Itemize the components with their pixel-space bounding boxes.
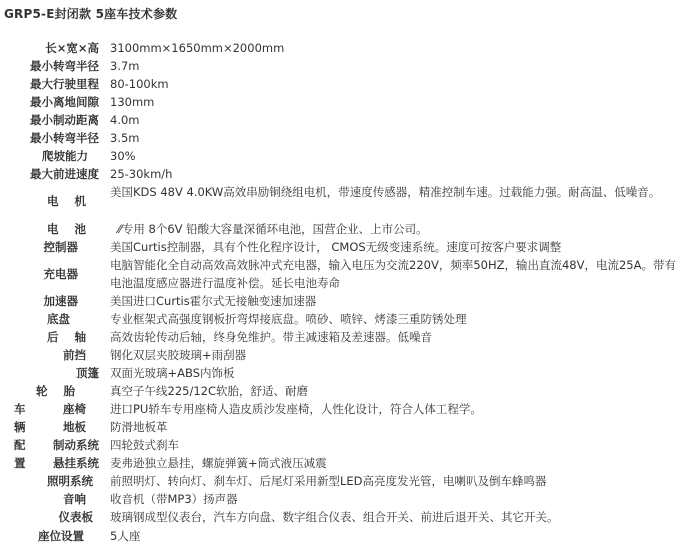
spec-label: 照明系统	[47, 474, 93, 488]
spec-label: 加速器	[43, 294, 78, 308]
spec-label: 最小离地间隙	[30, 95, 99, 109]
spec-value: 真空子午线225/12C软胎，舒适、耐磨	[110, 384, 308, 398]
spec-label: 座椅	[63, 402, 86, 416]
spec-label: 轮 胎	[35, 384, 75, 398]
spec-label: 电 机	[46, 194, 86, 208]
spec-label: 最小转弯半径	[30, 131, 99, 145]
page-title: GRP5-E封闭款 5座车技术参数	[4, 7, 178, 21]
spec-label: 制动系统	[53, 438, 99, 452]
spec-label: 前挡	[63, 348, 86, 362]
spec-value: 防滑地板革	[110, 420, 168, 434]
spec-label: 音响	[63, 492, 86, 506]
spec-label: 最大前进速度	[30, 167, 99, 181]
spec-value: 麦弗逊独立悬挂，螺旋弹簧+筒式液压减震	[110, 456, 327, 470]
spec-label: 顶篷	[76, 366, 99, 380]
spec-value: 双面光玻璃+ABS内饰板	[110, 366, 235, 380]
spec-label: 最小转弯半径	[30, 59, 99, 73]
group-mark: 置	[14, 456, 26, 470]
spec-label: 悬挂系统	[53, 456, 99, 470]
group-mark: 车	[14, 402, 26, 416]
spec-value: 四轮鼓式刹车	[110, 438, 179, 452]
spec-value: 3100mm×1650mm×2000mm	[110, 41, 285, 55]
spec-label: 后 轴	[46, 330, 86, 344]
spec-value: 高效齿轮传动后轴，终身免维护。带主减速箱及差速器。低噪音	[110, 330, 432, 344]
spec-value: 3.7m	[110, 59, 140, 73]
spec-label: 底盘	[47, 312, 70, 326]
spec-value: 电脑智能化全自动高效高效脉冲式充电器，输入电压为交流220V，频率50HZ，输出直流48V，电流25A。带有电池温度感应器进行温度补偿。延长电池寿命	[110, 258, 676, 290]
group-mark: 配	[14, 438, 26, 452]
group-mark: 辆	[14, 420, 26, 434]
spec-value: 钢化双层夹胶玻璃+雨刮器	[110, 348, 247, 362]
spec-value: 进口PU轿车专用座椅人造皮质沙发座椅，人性化设计，符合人体工程学。	[110, 402, 482, 416]
spec-value: 25-30km/h	[110, 167, 173, 181]
spec-value: 4.0m	[110, 113, 140, 127]
spec-value: 130mm	[110, 95, 155, 109]
spec-value: ⁄⁄专用 8个6V 铅酸大容量深循环电池，国营企业、上市公司。	[118, 222, 428, 236]
spec-value: 30%	[110, 149, 136, 163]
spec-value: 80-100km	[110, 77, 169, 91]
spec-value: 专业框架式高强度钢板折弯焊接底盘。喷砂、喷锌、烤漆三重防锈处理	[110, 312, 467, 326]
spec-value: 美国Curtis控制器，具有个性化程序设计， CMOS无级变速系统。速度可按客户要求调整	[110, 240, 562, 254]
spec-value: 3.5m	[110, 131, 140, 145]
spec-label: 座位设置	[38, 529, 84, 543]
spec-value: 美国KDS 48V 4.0KW高效串励铜绕组电机，带速度传感器，精准控制车速。过载能力强。耐高温、低噪音。	[110, 185, 661, 199]
spec-label: 地板	[63, 420, 86, 434]
spec-label: 最小制动距离	[30, 113, 99, 127]
spec-label: 仪表板	[58, 510, 93, 524]
spec-label: 最大行驶里程	[30, 77, 99, 91]
spec-value: 前照明灯、转向灯、刹车灯、后尾灯采用新型LED高亮度发光管，电喇叭及倒车蜂鸣器	[110, 474, 547, 488]
spec-label: 长×宽×高	[45, 41, 99, 55]
spec-label: 充电器	[43, 267, 78, 281]
spec-value: 5人座	[110, 529, 141, 543]
spec-label: 电 池	[46, 222, 86, 236]
spec-value: 玻璃钢成型仪表台，汽车方向盘、数字组合仪表、组合开关、前进后退开关、其它开关。	[110, 510, 559, 524]
spec-value: 收音机（带MP3）扬声器	[110, 492, 238, 506]
spec-value: 美国进口Curtis霍尔式无接触变速加速器	[110, 294, 317, 308]
spec-label: 控制器	[43, 240, 78, 254]
spec-label: 爬坡能力	[42, 149, 88, 163]
